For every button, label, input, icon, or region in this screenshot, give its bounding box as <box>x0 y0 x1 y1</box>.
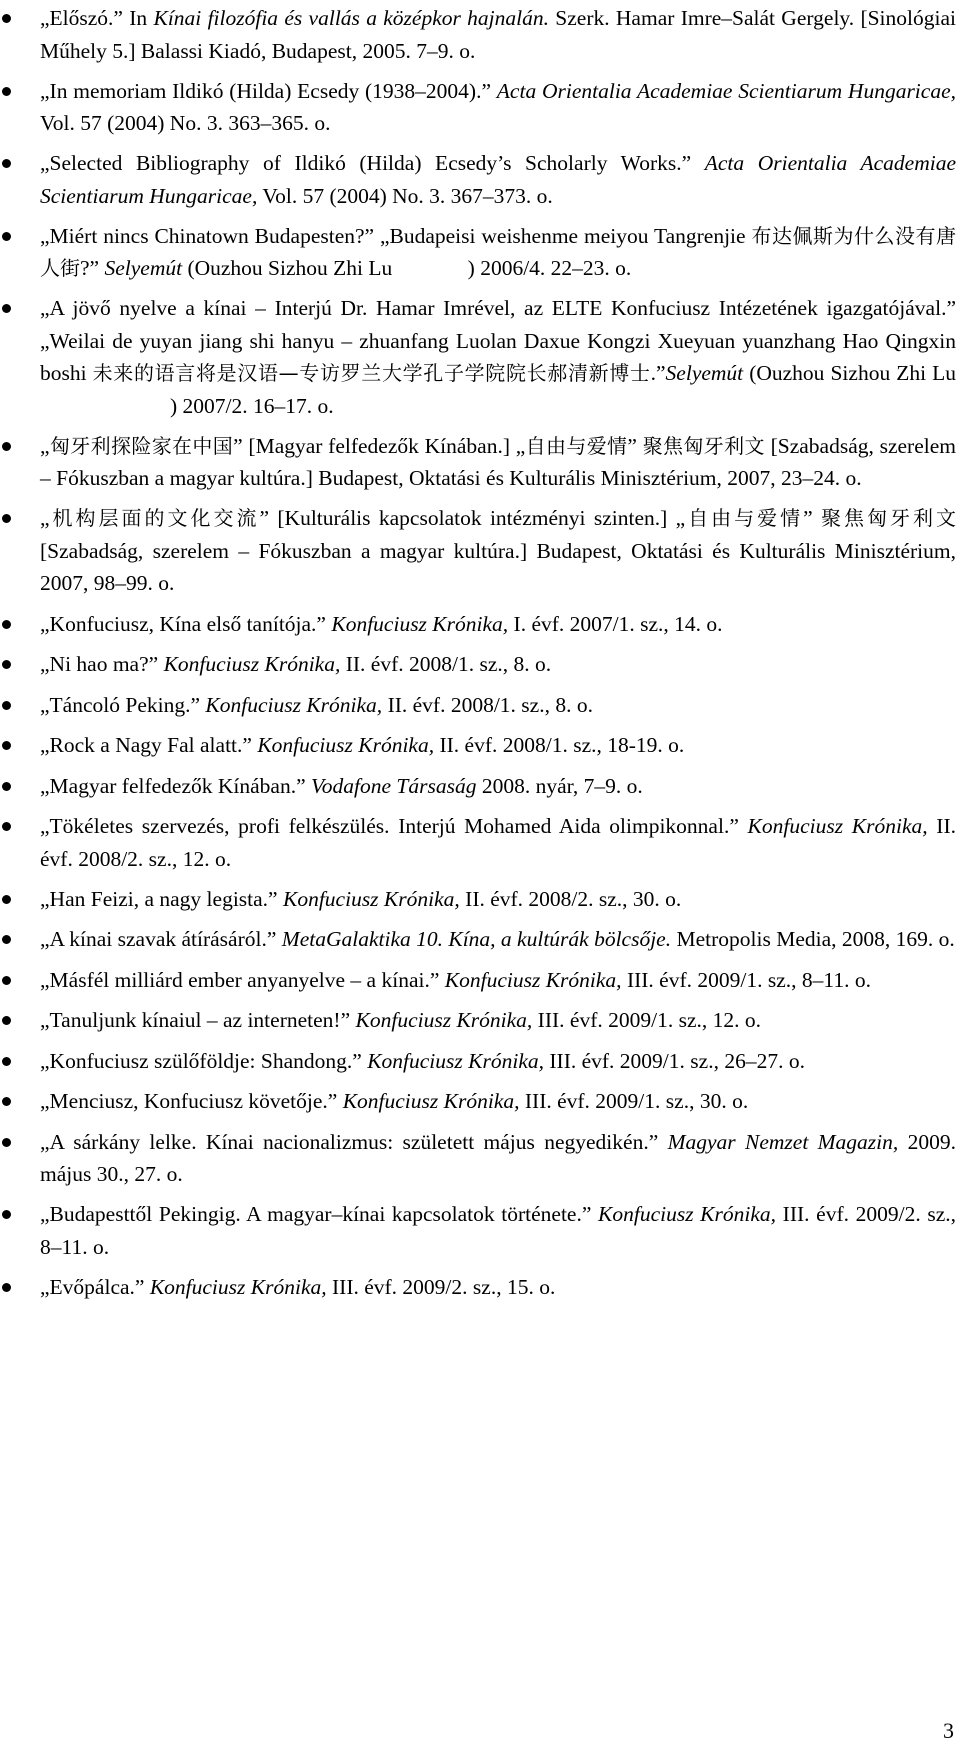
bullet-icon <box>2 660 11 669</box>
entry-segment: Vol. 57 (2004) No. 3. 363–365. o. <box>40 111 331 135</box>
entry-text <box>40 2 956 67</box>
bullet-icon <box>2 1057 11 1066</box>
bullet-icon <box>2 935 11 944</box>
publication-title: Konfuciusz Krónika, <box>747 814 928 838</box>
publication-title: Konfuciusz Krónika, <box>163 652 341 676</box>
entry-segment: III. évf. 2009/1. sz., 26–27. o. <box>544 1048 805 1073</box>
bibliography-entry <box>40 1271 956 1304</box>
publication-title: Konfuciusz Krónika, <box>342 1089 520 1113</box>
entry-segment: „Ni hao ma?” <box>40 652 164 676</box>
publication-title: Konfuciusz Krónika, <box>331 611 509 636</box>
bullet-icon <box>2 1016 11 1025</box>
entry-segment: „A sárkány lelke. Kínai nacionalizmus: született május negyedikén.” <box>40 1129 668 1154</box>
bullet-icon <box>2 701 11 710</box>
publication-title: Kínai filozófia és vallás a középkor hajnalán. <box>153 6 549 30</box>
entry-segment: „Menciusz, Konfuciusz követője.” <box>40 1089 343 1113</box>
entry-segment: III. évf. 2009/1. sz., 30. o. <box>519 1089 749 1113</box>
publication-title: Konfuciusz Krónika, <box>598 1202 777 1226</box>
chinese-text: 布达佩斯为什么没有唐人街 <box>40 223 956 280</box>
entry-segment: ) 2007/2. 16–17. o. <box>170 393 334 418</box>
entry-text <box>40 75 956 140</box>
publication-title: Konfuciusz Krónika, <box>257 733 435 757</box>
entry-segment: II. évf. 2008/1. sz., 8. o. <box>382 692 593 717</box>
bullet-icon <box>2 87 11 96</box>
bibliography-entry <box>40 648 956 681</box>
entry-text <box>40 964 956 997</box>
bullet-icon <box>2 1138 11 1147</box>
entry-text <box>40 923 956 956</box>
entry-segment: Metropolis Media, 2008, 169. o. <box>671 927 955 951</box>
entry-segment: „A jövő nyelve a kínai – Interjú Dr. Hamar Imrével, az ELTE Konfuciusz Intézetének igazgatójával.” „Weilai de yuyan jiang shi hanyu – zhuanfang Luolan Daxue Kongzi Xueyuan yuanzhang Hao Qingxin boshi <box>40 296 956 385</box>
bullet-icon <box>2 782 11 791</box>
entry-segment: „Konfuciusz szülőföldje: Shandong.” <box>40 1048 368 1073</box>
entry-segment: II. évf. 2008/1. sz., 8. o. <box>340 652 552 676</box>
entry-segment: „Budapesttől Pekingig. A magyar–kínai kapcsolatok története.” <box>40 1202 598 1226</box>
bullet-icon <box>2 1210 11 1219</box>
bibliography-entry <box>40 883 956 916</box>
entry-segment: III. évf. 2009/2. sz., 8–11. o. <box>40 1202 956 1259</box>
entry-segment: ” [Magyar felfedezők Kínában.] „ <box>233 433 526 458</box>
publication-title: Acta Orientalia Academiae Scientiarum Hungaricae, <box>40 151 956 208</box>
entry-text <box>40 1004 956 1037</box>
entry-text <box>40 430 956 495</box>
bullet-icon <box>2 1283 11 1292</box>
chinese-text: 自由与爱情 <box>685 506 804 530</box>
bibliography-entry <box>40 75 956 140</box>
entry-segment: .” <box>650 361 666 385</box>
entry-text <box>40 1271 956 1304</box>
entry-text <box>40 883 956 916</box>
entry-segment: „Selected Bibliography of Ildikó (Hilda) Ecsedy’s Scholarly Works.” <box>40 151 705 175</box>
entry-segment: „Előszó.” In <box>40 6 154 30</box>
chinese-text: 自由与爱情 <box>525 433 628 458</box>
entry-text <box>40 220 956 285</box>
entry-segment: [Szabadság, szerelem – Fókuszban a magyar kultúra.] Budapest, Oktatási és Kulturális Minisztérium, 2007, 98–99. o. <box>40 538 956 595</box>
bibliography-entry <box>40 220 956 285</box>
entry-text <box>40 608 956 641</box>
entry-segment: II. évf. 2008/2. sz., 30. o. <box>459 886 682 911</box>
entry-segment: „Rock a Nagy Fal alatt.” <box>40 733 258 757</box>
entry-segment: III. évf. 2009/1. sz., 12. o. <box>532 1008 761 1032</box>
bibliography-entry <box>40 1085 956 1118</box>
bibliography-entry <box>40 923 956 956</box>
entry-segment: 2008. nyár, 7–9. o. <box>476 773 643 798</box>
entry-text <box>40 1126 956 1191</box>
entry-text <box>40 729 956 762</box>
publication-title: Konfuciusz Krónika, <box>149 1274 327 1299</box>
publication-title: Selyemút <box>665 361 744 385</box>
bibliography-entry <box>40 729 956 762</box>
bibliography-entry <box>40 810 956 875</box>
entry-segment: (Ouzhou Sizhou Zhi Lu <box>743 361 957 385</box>
chinese-text: 匈牙利探险家在中国 <box>49 433 234 458</box>
bibliography-entry <box>40 1004 956 1037</box>
entry-text <box>40 1045 956 1078</box>
bullet-icon <box>2 895 11 904</box>
bibliography-entry <box>40 689 956 722</box>
entry-text <box>40 147 956 212</box>
entry-segment: II. évf. 2008/2. sz., 12. o. <box>40 814 957 871</box>
entry-segment: „Evőpálca.” <box>40 1274 150 1299</box>
bibliography-entry <box>40 770 956 803</box>
entry-text <box>40 770 956 803</box>
entry-segment: ” <box>803 506 822 530</box>
bullet-icon <box>2 232 11 241</box>
entry-segment: III. évf. 2009/2. sz., 15. o. <box>326 1274 556 1299</box>
chinese-text: 聚焦匈牙利文 <box>642 433 765 458</box>
entry-segment: [Szabadság, szerelem – Fókuszban a magyar kultúra.] Budapest, Oktatási és Kulturális Minisztérium, 2007, 23–24. o. <box>40 433 957 490</box>
entry-segment: „In memoriam Ildikó (Hilda) Ecsedy (1938–2004).” <box>40 78 497 103</box>
bibliography-entry <box>40 608 956 641</box>
entry-text <box>40 1085 956 1118</box>
entry-segment: Szerk. Hamar Imre–Salát Gergely. [Sinológiai Műhely 5.] Balassi Kiadó, Budapest, 2005. 7–9. o. <box>40 6 956 63</box>
publication-title: Magyar Nemzet Magazin, <box>667 1129 899 1154</box>
bibliography-entry <box>40 964 956 997</box>
entry-text <box>40 648 956 681</box>
bibliography-entry <box>40 1126 956 1191</box>
bullet-icon <box>2 14 11 23</box>
entry-segment: „ <box>40 506 50 530</box>
entry-text <box>40 810 956 875</box>
publication-title: Selyemút <box>104 256 183 280</box>
entry-segment: „ <box>40 433 50 458</box>
bibliography-entry <box>40 502 956 600</box>
entry-segment: ” [Kulturális kapcsolatok intézményi szinten.] „ <box>259 506 686 530</box>
entry-segment: (Ouzhou Sizhou Zhi Lu <box>182 256 398 280</box>
chinese-text: 未来的语言将是汉语—专访罗兰大学孔子学院院长郝清新博士 <box>92 361 651 385</box>
entry-segment: ?” <box>80 256 105 280</box>
bibliography-entry <box>40 147 956 212</box>
entry-segment: „Tökéletes szervezés, profi felkészülés. Interjú Mohamed Aida olimpikonnal.” <box>40 814 748 838</box>
publication-title: Konfuciusz Krónika, <box>367 1048 544 1073</box>
publication-title: Konfuciusz Krónika, <box>355 1008 533 1032</box>
entry-segment: ” <box>627 433 643 458</box>
entry-segment: 2009. május 30., 27. o. <box>40 1129 956 1186</box>
bibliography-entry <box>40 1045 956 1078</box>
bibliography-entry <box>40 292 956 422</box>
bullet-icon <box>2 620 11 629</box>
publication-title: Acta Orientalia Academiae Scientiarum Hungaricae, <box>496 78 956 103</box>
entry-segment: „A kínai szavak átírásáról.” <box>40 927 282 951</box>
entry-text <box>40 502 956 600</box>
bullet-icon <box>2 822 11 831</box>
entry-text <box>40 1198 956 1263</box>
entry-segment: II. évf. 2008/1. sz., 18-19. o. <box>434 733 685 757</box>
bibliography-entry <box>40 1198 956 1263</box>
entry-segment: „Táncoló Peking.” <box>40 692 206 717</box>
publication-title: Konfuciusz Krónika, <box>205 692 383 717</box>
publication-title: Konfuciusz Krónika, <box>444 967 622 992</box>
entry-text <box>40 292 956 422</box>
entry-segment: „Han Feizi, a nagy legista.” <box>40 886 283 911</box>
entry-segment: „Miért nincs Chinatown Budapesten?” „Budapeisi weishenme meiyou Tangrenjie <box>40 223 752 248</box>
chinese-text: 聚焦匈牙利文 <box>821 506 957 530</box>
bullet-icon <box>2 304 11 313</box>
bullet-icon <box>2 514 11 523</box>
entry-segment: „Magyar felfedezők Kínában.” <box>40 773 311 798</box>
bullet-icon <box>2 159 11 168</box>
entry-segment: „Másfél milliárd ember anyanyelve – a kínai.” <box>40 967 445 992</box>
bullet-icon <box>2 442 11 451</box>
bullet-icon <box>2 976 11 985</box>
entry-segment: „Tanuljunk kínaiul – az interneten!” <box>40 1008 356 1032</box>
publication-title: MetaGalaktika 10. Kína, a kultúrák bölcsője. <box>281 927 672 951</box>
entry-text <box>40 689 956 722</box>
bullet-icon <box>2 741 11 750</box>
bibliography-entry <box>40 2 956 67</box>
entry-segment: ) 2006/4. 22–23. o. <box>467 256 632 280</box>
bullet-icon <box>2 1097 11 1106</box>
entry-segment: I. évf. 2007/1. sz., 14. o. <box>508 611 723 636</box>
entry-segment: III. évf. 2009/1. sz., 8–11. o. <box>621 967 871 992</box>
publication-title: Konfuciusz Krónika, <box>282 886 460 911</box>
bibliography-entry <box>40 430 956 495</box>
page-number: 3 <box>943 1718 954 1743</box>
entry-segment: Vol. 57 (2004) No. 3. 367–373. o. <box>257 183 553 208</box>
chinese-text: 机构层面的文化交流 <box>49 506 260 530</box>
entry-segment: „Konfuciusz, Kína első tanítója.” <box>40 611 332 636</box>
publication-title: Vodafone Társaság <box>311 773 477 798</box>
